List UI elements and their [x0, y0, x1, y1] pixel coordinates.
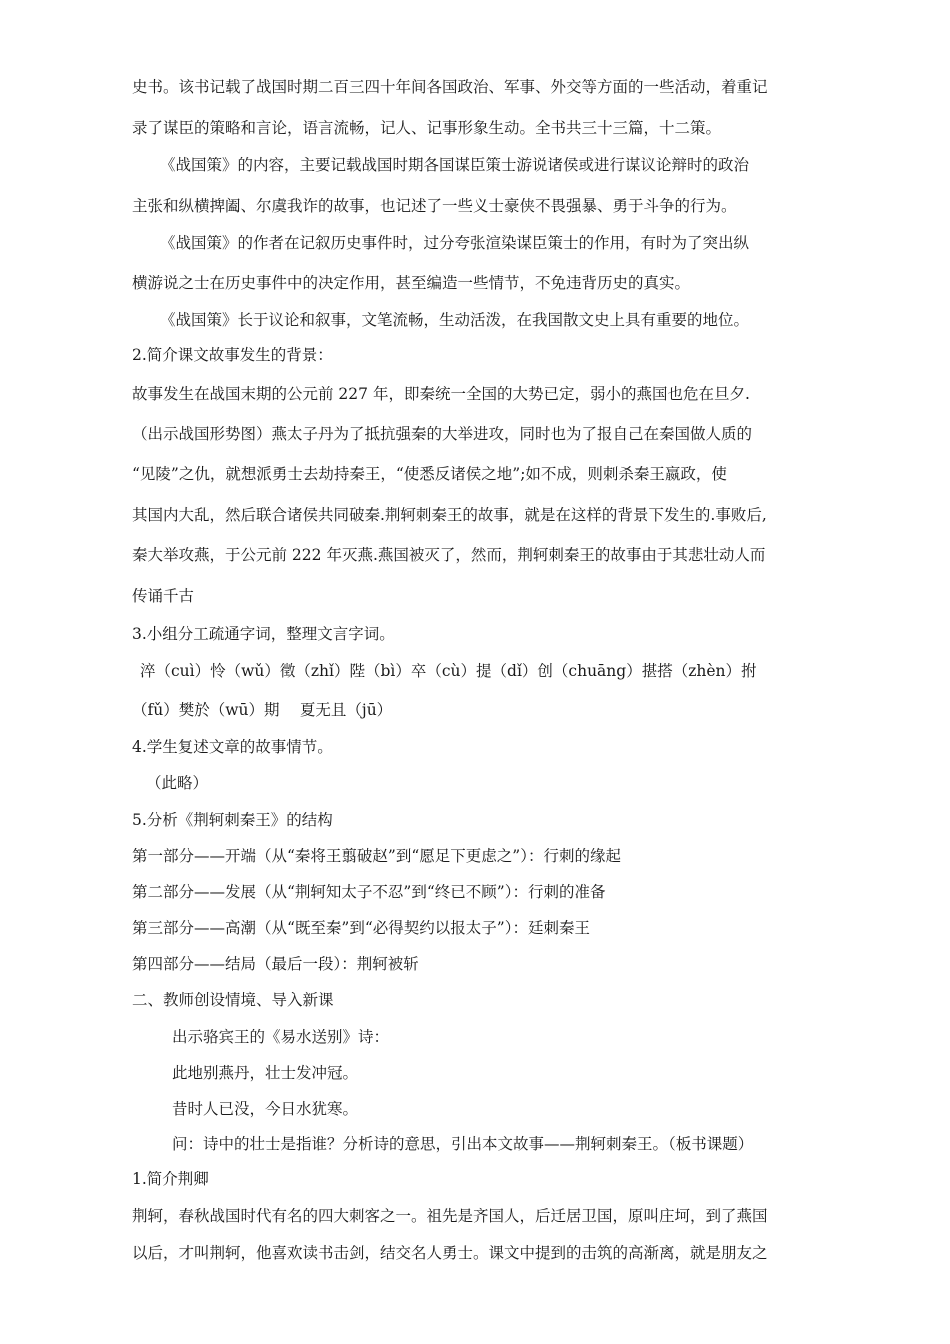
- text-line: 第一部分——开端（从“秦将王翦破赵”到“愿足下更虑之”）：行刺的缘起: [132, 847, 621, 865]
- text-line: （fǔ）樊於（wū）期 夏无且（jū）: [132, 701, 393, 719]
- text-line: 史书。该书记载了战国时期二百三四十年间各国政治、军事、外交等方面的一些活动，着重记: [132, 78, 768, 96]
- text-line: 传诵千古: [132, 587, 195, 605]
- text-line: 《战国策》的作者在记叙历史事件时，过分夸张渲染谋臣策士的作用，有时为了突出纵: [160, 234, 750, 252]
- text-line: 横游说之士在历史事件中的决定作用，甚至编造一些情节，不免违背历史的真实。: [132, 274, 691, 292]
- text-line: 故事发生在战国末期的公元前 227 年，即秦统一全国的大势已定，弱小的燕国也危在旦夕.: [132, 385, 750, 403]
- text-line: 秦大举攻燕，于公元前 222 年灭燕.燕国被灭了，然而，荆轲刺秦王的故事由于其悲壮动人而: [132, 546, 766, 564]
- poem-line: 此地别燕丹，壮士发冲冠。: [172, 1064, 359, 1082]
- section-heading: 3.小组分工疏通字词，整理文言字词。: [132, 625, 395, 643]
- text-line: 荆轲，春秋战国时代有名的四大刺客之一。祖先是齐国人，后迁居卫国，原叫庄坷，到了燕国: [132, 1207, 768, 1225]
- text-line: （出示战国形势图）燕太子丹为了抵抗强秦的大举进攻，同时也为了报自己在秦国做人质的: [132, 425, 753, 443]
- text-line: 第二部分——发展（从“荆轲知太子不忍”到“终已不顾”）：行刺的准备: [132, 883, 606, 901]
- section-heading: 2.简介课文故事发生的背景：: [132, 346, 333, 364]
- text-line: 其国内大乱，然后联合诸侯共同破秦.荆轲刺秦王的故事，就是在这样的背景下发生的.事败后,: [132, 506, 767, 524]
- text-line: “见陵”之仇，就想派勇士去劫持秦王，“使悉反诸侯之地”;如不成，则刺杀秦王嬴政，使: [132, 465, 727, 483]
- poem-line: 昔时人已没，今日水犹寒。: [172, 1100, 359, 1118]
- text-line: 以后，才叫荆轲，他喜欢读书击剑，结交名人勇士。课文中提到的击筑的高渐离，就是朋友之: [132, 1244, 768, 1262]
- text-line: 《战国策》长于议论和叙事，文笔流畅，生动活泼，在我国散文史上具有重要的地位。: [160, 311, 750, 329]
- text-line: 录了谋臣的策略和言论，语言流畅，记人、记事形象生动。全书共三十三篇，十二策。: [132, 119, 722, 137]
- text-line: 出示骆宾王的《易水送别》诗：: [172, 1028, 390, 1046]
- text-line: 淬（cuì）怜（wǔ）徵（zhǐ）陛（bì）卒（cù）提（dǐ）创（chuāng）揕搭（zhèn）拊: [140, 662, 757, 680]
- text-line: （此略）: [146, 774, 209, 792]
- text-line: 主张和纵横捭阖、尔虞我诈的故事，也记述了一些义士豪侠不畏强暴、勇于斗争的行为。: [132, 197, 737, 215]
- text-line: 第四部分——结局（最后一段）：荆轲被斩: [132, 955, 419, 973]
- section-heading: 1.简介荆卿: [132, 1170, 209, 1188]
- text-line: 第三部分——高潮（从“既至秦”到“必得契约以报太子”）：廷刺秦王: [132, 919, 590, 937]
- section-heading: 二、教师创设情境、导入新课: [132, 991, 334, 1009]
- section-heading: 5.分析《荆轲刺秦王》的结构: [132, 811, 333, 829]
- section-heading: 4.学生复述文章的故事情节。: [132, 738, 333, 756]
- text-line: 问：诗中的壮士是指谁？分析诗的意思，引出本文故事——荆轲刺秦王。（板书课题）: [172, 1135, 754, 1153]
- text-line: 《战国策》的内容，主要记载战国时期各国谋臣策士游说诸侯或进行谋议论辩时的政治: [160, 156, 750, 174]
